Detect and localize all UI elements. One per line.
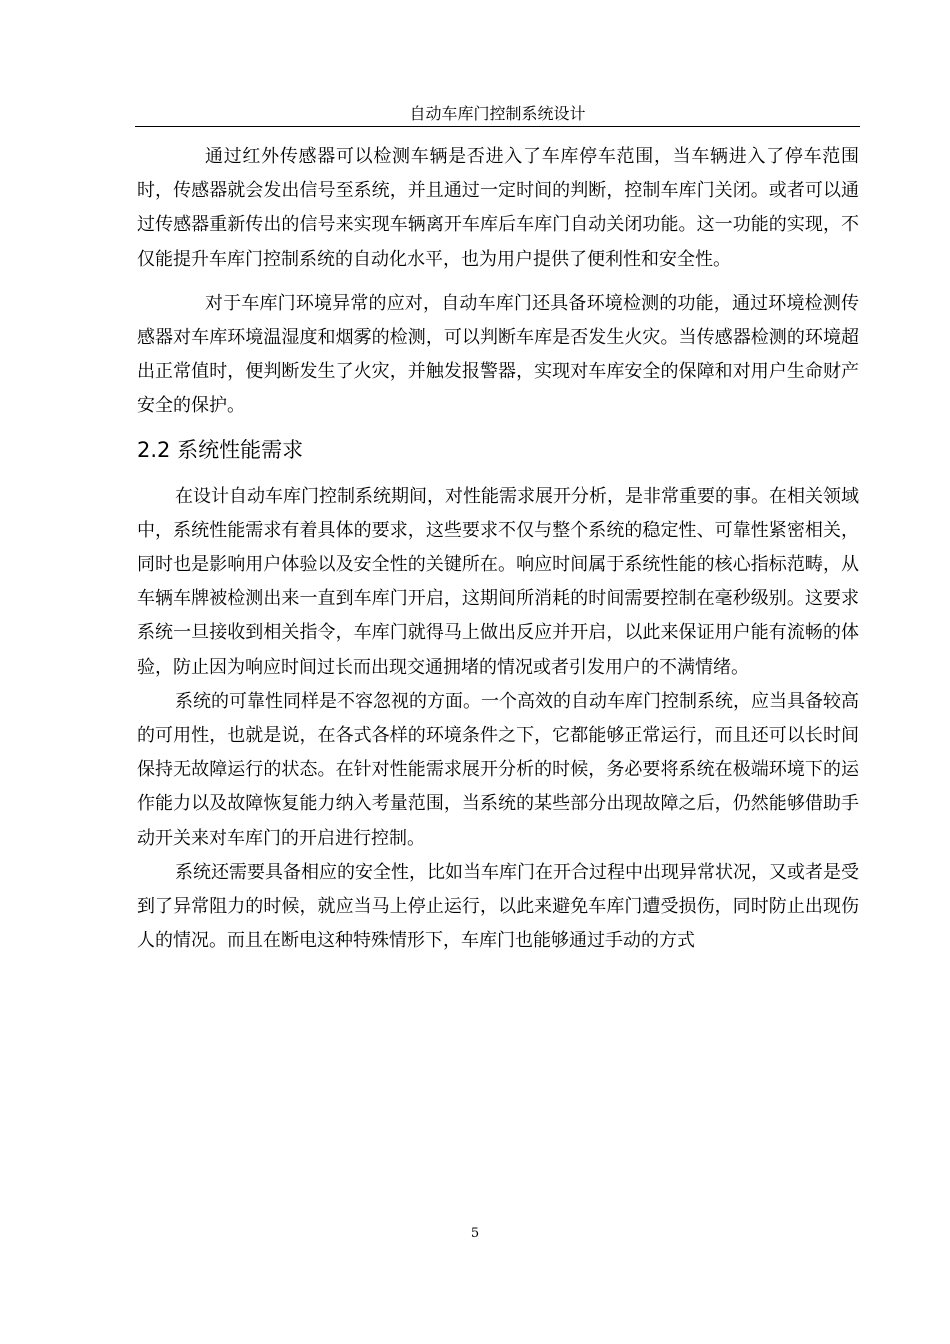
page-number: 5 [470, 1226, 480, 1241]
running-header: 自动车库门控制系统设计 [409, 104, 586, 123]
header-rule [135, 126, 860, 127]
section-heading: 2.2 系统性能需求 [137, 437, 304, 462]
body-paragraph: 系统还需要具备相应的安全性，比如当车库门在开合过程中出现异常状况，又或者是受到了异常阻力的时候，就应当马上停止运行，以此来避免车库门遭受损伤，同时防止出现伤人的情况。而且在断电这种特殊情形下，车库门也能够通过手动的方式 [137, 861, 859, 952]
body-paragraph: 在设计自动车库门控制系统期间，对性能需求展开分析，是非常重要的事。在相关领域中，系统性能需求有着具体的要求，这些要求不仅与整个系统的稳定性、可靠性紧密相关，同时也是影响用户体验以及安全性的关键所在。响应时间属于系统性能的核心指标范畴，从车辆车牌被检测出来一直到车库门开启，这期间所消耗的时间需要控制在毫秒级别。这要求系统一旦接收到相关指令，车库门就得马上做出反应并开启，以此来保证用户能有流畅的体验，防止因为响应时间过长而出现交通拥堵的情况或者引发用户的不满情绪。 [137, 485, 859, 678]
body-paragraph: 系统的可靠性同样是不容忽视的方面。一个高效的自动车库门控制系统，应当具备较高的可用性，也就是说，在各式各样的环境条件之下，它都能够正常运行，而且还可以长时间保持无故障运行的状态。在针对性能需求展开分析的时候，务必要将系统在极端环境下的运作能力以及故障恢复能力纳入考量范围，当系统的某些部分出现故障之后，仍然能够借助手动开关来对车库门的开启进行控制。 [137, 690, 859, 849]
page-body [137, 140, 859, 958]
body-paragraph: 通过红外传感器可以检测车辆是否进入了车库停车范围，当车辆进入了停车范围时，传感器就会发出信号至系统，并且通过一定时间的判断，控制车库门关闭。或者可以通过传感器重新传出的信号来实现车辆离开车库后车库门自动关闭功能。这一功能的实现，不仅能提升车库门控制系统的自动化水平，也为用户提供了便利性和安全性。 [137, 146, 859, 270]
body-paragraph: 对于车库门环境异常的应对，自动车库门还具备环境检测的功能，通过环境检测传感器对车库环境温湿度和烟雾的检测，可以判断车库是否发生火灾。当传感器检测的环境超出正常值时，便判断发生了火灾，并触发报警器，实现对车库安全的保障和对用户生命财产安全的保护。 [137, 292, 859, 417]
